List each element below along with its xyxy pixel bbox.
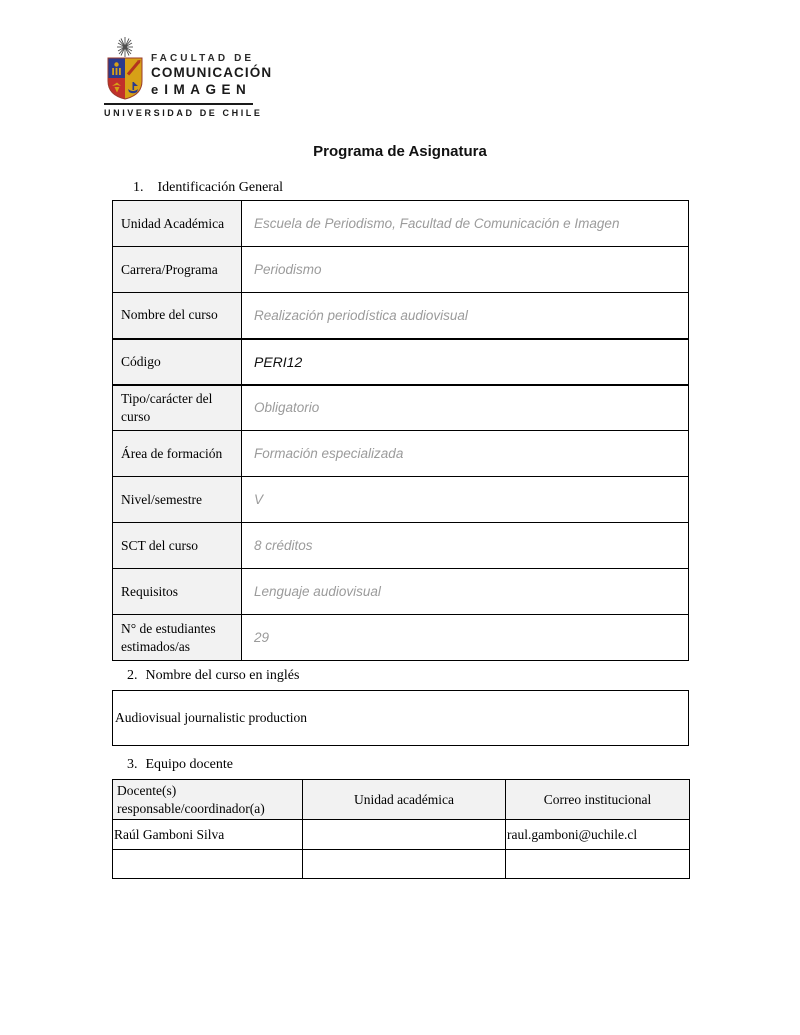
university-crest-icon (104, 37, 146, 101)
team-header-correo: Correo institucional (506, 780, 690, 820)
row-label: Área de formación (113, 431, 242, 477)
row-value: 8 créditos (242, 523, 689, 569)
team-row (113, 820, 690, 850)
team-table (112, 779, 690, 879)
table-row (113, 385, 689, 431)
section3-number: 3. (127, 757, 138, 772)
row-label: Nivel/semestre (113, 477, 242, 523)
row-value: Escuela de Periodismo, Facultad de Comunicación e Imagen (242, 201, 689, 247)
row-value: Formación especializada (242, 431, 689, 477)
row-label: Unidad Académica (113, 201, 242, 247)
row-value: Realización periodística audiovisual (242, 293, 689, 339)
section2-number: 2. (127, 668, 138, 683)
table-row (113, 247, 689, 293)
english-name-text: Audiovisual journalistic production (115, 710, 307, 725)
team-row (113, 850, 690, 879)
section2-title: Nombre del curso en inglés (145, 668, 300, 683)
team-header-docente: Docente(s) responsable/coordinador(a) (113, 780, 303, 820)
logo-top (104, 37, 273, 101)
logo-faculty-line2: COMUNICACIÓN (151, 65, 273, 80)
team-cell-name (113, 850, 303, 879)
row-value: 29 (242, 615, 689, 661)
section1-number: 1. (133, 180, 144, 195)
table-row (113, 477, 689, 523)
row-label: SCT del curso (113, 523, 242, 569)
logo-faculty-line3 (151, 81, 272, 99)
row-label: Carrera/Programa (113, 247, 242, 293)
row-value: V (242, 477, 689, 523)
section3-title: Equipo docente (145, 757, 233, 772)
page-title: Programa de Asignatura (313, 143, 487, 160)
row-value: Obligatorio (242, 385, 689, 431)
table-row (113, 293, 689, 339)
logo-e: e (151, 82, 159, 97)
row-label: Requisitos (113, 569, 242, 615)
row-value: Lenguaje audiovisual (242, 569, 689, 615)
row-label: Tipo/carácter del curso (113, 385, 242, 431)
table-row (113, 523, 689, 569)
team-cell-email: raul.gamboni@uchile.cl (506, 820, 690, 850)
logo-text-block (151, 37, 272, 101)
table-row (113, 569, 689, 615)
row-label: N° de estudiantes estimados/as (113, 615, 242, 661)
logo-imagen: IMAGEN (164, 82, 252, 97)
row-value: Periodismo (242, 247, 689, 293)
logo-divider (104, 103, 253, 105)
row-value: PERI12 (242, 339, 689, 385)
section1-title: Identificación General (157, 180, 284, 195)
table-row (113, 201, 689, 247)
table-row (113, 615, 689, 661)
table-row (113, 431, 689, 477)
team-header-unidad: Unidad académica (303, 780, 506, 820)
team-cell-unit (303, 820, 506, 850)
logo-faculty-line1: FACULTAD DE (151, 53, 255, 64)
team-header-row (113, 780, 690, 820)
english-name-box (112, 690, 689, 746)
team-cell-name: Raúl Gamboni Silva (113, 820, 303, 850)
university-logo (104, 37, 273, 118)
team-cell-unit (303, 850, 506, 879)
row-label: Código (113, 339, 242, 385)
identification-table (112, 200, 689, 661)
table-row-codigo (113, 339, 689, 385)
section2-heading (127, 668, 299, 684)
row-label: Nombre del curso (113, 293, 242, 339)
logo-university-name: UNIVERSIDAD DE CHILE (104, 108, 263, 118)
team-cell-email (506, 850, 690, 879)
section1-heading (133, 180, 283, 196)
section3-heading (127, 757, 233, 773)
